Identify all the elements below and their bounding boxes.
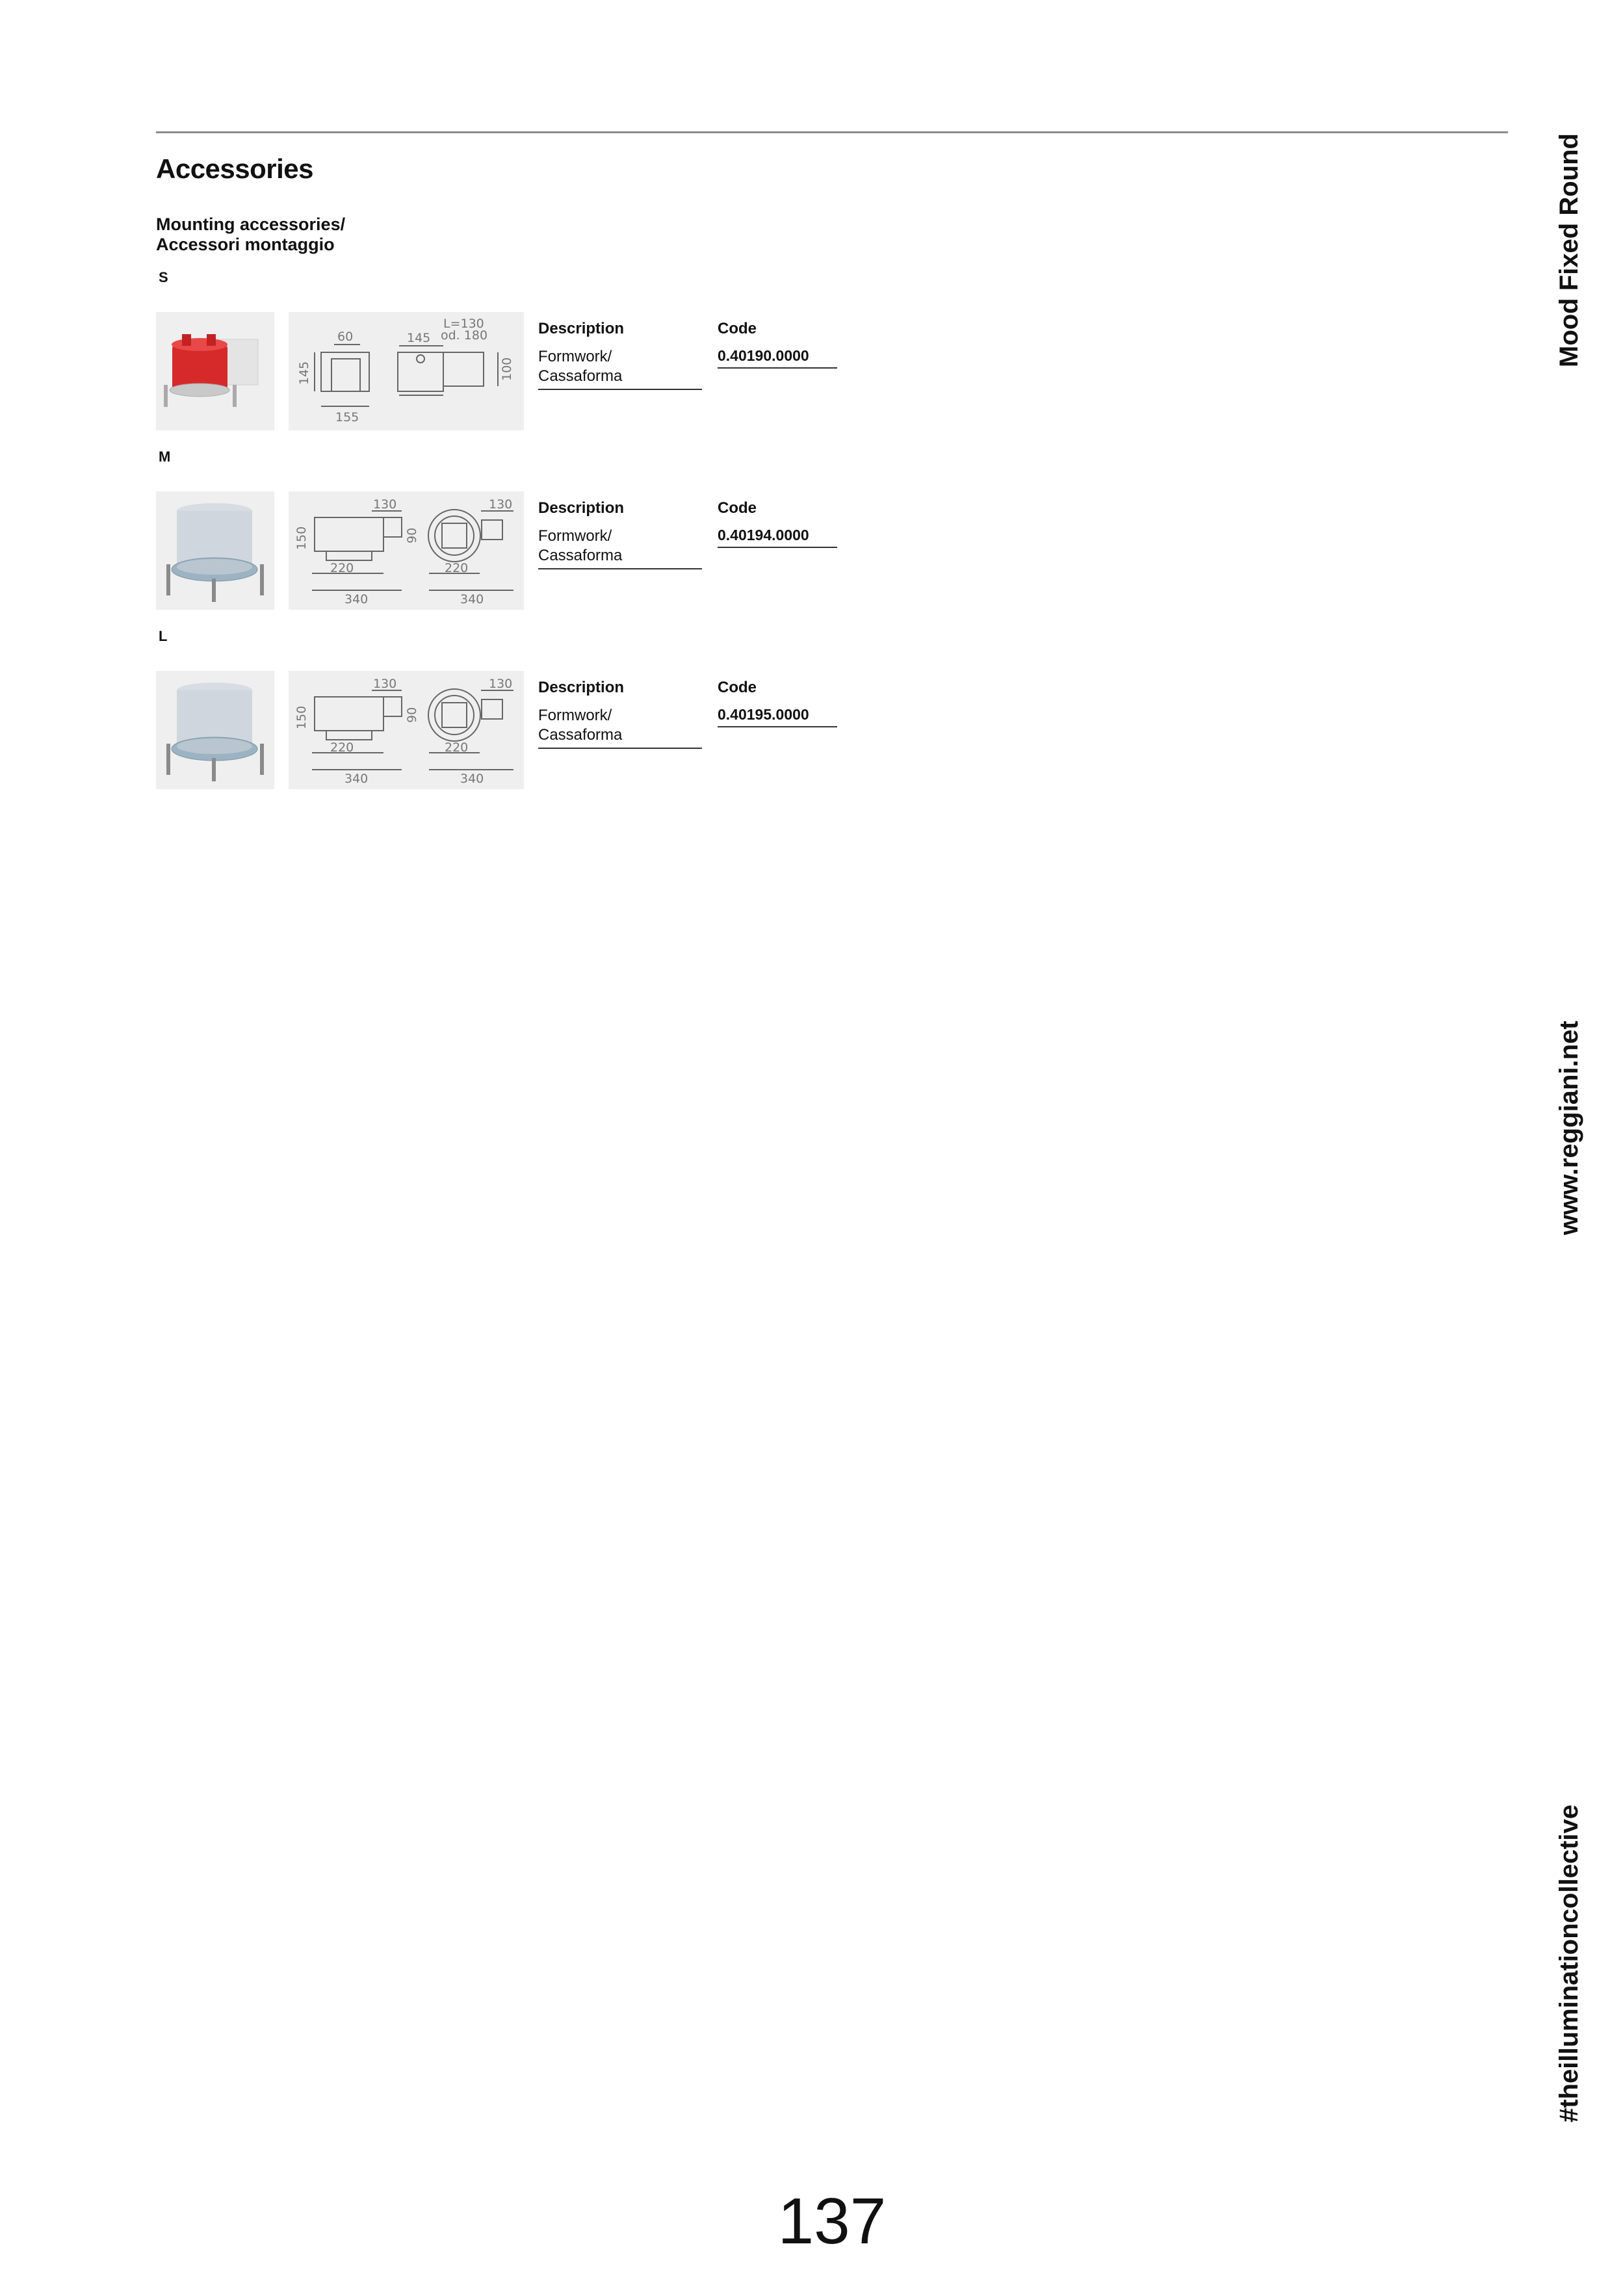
dim-m-5: 220 (330, 561, 354, 575)
code-header-m: Code (718, 499, 757, 517)
description-value-s (538, 347, 702, 390)
dim-m-4: 130 (489, 497, 513, 512)
description-header-m: Description (538, 499, 625, 517)
description-header-s: Description (538, 320, 625, 337)
description-line-1: Formwork/ (538, 527, 612, 545)
description-line-2: Cassaforma (538, 726, 623, 744)
dim-m-7: 220 (445, 561, 469, 575)
size-label-s: S (159, 269, 168, 285)
description-value-l (538, 706, 702, 749)
subtitle-line-1: Mounting accessories/ (156, 215, 346, 234)
product-photo-l (156, 671, 274, 789)
code-header-l: Code (718, 679, 757, 696)
technical-drawing-m (289, 491, 524, 610)
dim-m-1: 130 (373, 497, 397, 512)
description-line-1: Formwork/ (538, 348, 612, 365)
page-title: Accessories (156, 153, 314, 184)
dim-m-3: 90 (405, 527, 419, 543)
technical-drawing-l (289, 671, 524, 789)
description-line-2: Cassaforma (538, 547, 623, 564)
dim-s-3: L=130 (443, 317, 484, 331)
sidebar-website: www.reggiani.net (1555, 1021, 1583, 1235)
code-value-l: 0.40195.0000 (718, 706, 837, 727)
dim-l-1: 130 (373, 677, 397, 691)
code-value-m: 0.40194.0000 (718, 527, 837, 548)
dim-l-8: 340 (460, 772, 484, 786)
dim-s-5: 145 (297, 361, 311, 385)
code-header-s: Code (718, 320, 757, 337)
technical-drawing-s (289, 312, 524, 430)
code-value-s: 0.40190.0000 (718, 347, 837, 369)
dim-m-2: 150 (294, 526, 309, 550)
dim-l-6: 340 (344, 772, 369, 786)
description-line-2: Cassaforma (538, 367, 623, 385)
dim-s-4: od. 180 (441, 328, 488, 343)
dim-m-8: 340 (460, 592, 484, 607)
dim-l-7: 220 (445, 740, 469, 755)
dim-l-2: 150 (294, 705, 309, 729)
section-subtitle (156, 215, 429, 255)
dim-s-2: 145 (407, 331, 431, 345)
size-label-l: L (159, 628, 168, 644)
sidebar-product-name: Mood Fixed Round (1555, 133, 1583, 367)
dim-s-1: 60 (337, 330, 354, 344)
dim-s-6: 100 (500, 357, 514, 381)
size-label-m: M (159, 449, 171, 465)
dim-l-3: 90 (405, 707, 419, 723)
dim-l-4: 130 (489, 677, 513, 691)
description-line-1: Formwork/ (538, 707, 612, 724)
sidebar-hashtag: #theilluminationcollective (1555, 1804, 1583, 2122)
top-divider (156, 131, 1508, 133)
description-value-m (538, 527, 702, 569)
dim-s-7: 155 (335, 410, 359, 424)
product-photo-m (156, 491, 274, 610)
dim-m-6: 340 (344, 592, 369, 607)
product-photo-s (156, 312, 274, 430)
subtitle-line-2: Accessori montaggio (156, 235, 335, 254)
dim-l-5: 220 (330, 740, 354, 755)
description-header-l: Description (538, 679, 625, 696)
page-number: 137 (777, 2185, 887, 2258)
